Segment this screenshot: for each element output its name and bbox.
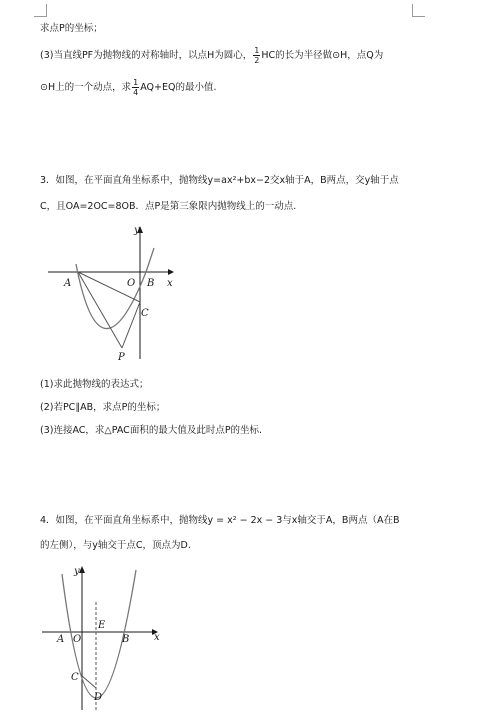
problem2-q3-line2-prefix: ⊙H上的一个动点，求 (40, 82, 132, 93)
segment-cd (82, 676, 96, 688)
label-p: P (118, 352, 125, 363)
label-b: B (122, 634, 130, 645)
page-corner-mark-left (34, 4, 47, 17)
label-y: y (74, 566, 80, 577)
problem2-q3-prefix: (3)当直线PF为抛物线的对称轴时，以点H为圆心， (40, 50, 253, 61)
fraction-one-quarter: $\frac{1}{4}$ (133, 78, 139, 97)
label-c: C (141, 308, 149, 319)
label-o: O (73, 634, 82, 645)
label-a: A (57, 634, 65, 645)
problem2-q3-suffix: HC的长为半径做⊙H，点Q为 (261, 50, 384, 61)
problem3-line1: 3．如图，在平面直角坐标系中，抛物线y=ax²+bx−2交x轴于A，B两点，交y轴于点 (40, 175, 399, 186)
problem2-q3-line2-suffix: AQ+EQ的最小值. (140, 82, 217, 93)
label-a: A (64, 278, 72, 289)
label-c: C (71, 672, 79, 683)
problem3-q3: (3)连接AC，求△PAC面积的最大值及此时点P的坐标. (40, 425, 263, 436)
problem3-line2: C，且OA=2OC=8OB．点P是第三象限内抛物线上的一动点. (40, 201, 297, 212)
fraction-one-half: $\frac{1}{2}$ (254, 46, 260, 65)
label-d: D (94, 692, 103, 703)
problem2-line1: 求点P的坐标； (40, 23, 103, 34)
label-o: O (127, 278, 136, 289)
problem3-q2: (2)若PC∥AB，求点P的坐标； (40, 402, 166, 413)
problem2-q3-line1 (40, 46, 383, 65)
problem4-line1: 4．如图，在平面直角坐标系中，抛物线y = x² − 2x − 3与x轴交于A，B两点（A在B (40, 515, 400, 526)
page-corner-mark-right (412, 4, 425, 17)
segment-pc (122, 302, 140, 348)
problem3-q1: (1)求此抛物线的表达式； (40, 379, 149, 390)
problem4-line2: 的左侧），与y轴交于点C，顶点为D. (40, 540, 191, 551)
problem2-q3-line2 (40, 78, 216, 97)
problem4-figure (40, 562, 170, 712)
x-axis-arrow (168, 269, 174, 275)
label-e: E (98, 620, 106, 631)
segment-ap (78, 272, 122, 348)
label-x: x (167, 278, 173, 289)
y-axis-arrow (79, 566, 85, 573)
label-x: x (154, 632, 160, 643)
label-b: B (147, 278, 155, 289)
problem3-figure (40, 224, 200, 364)
label-y: y (134, 225, 140, 236)
